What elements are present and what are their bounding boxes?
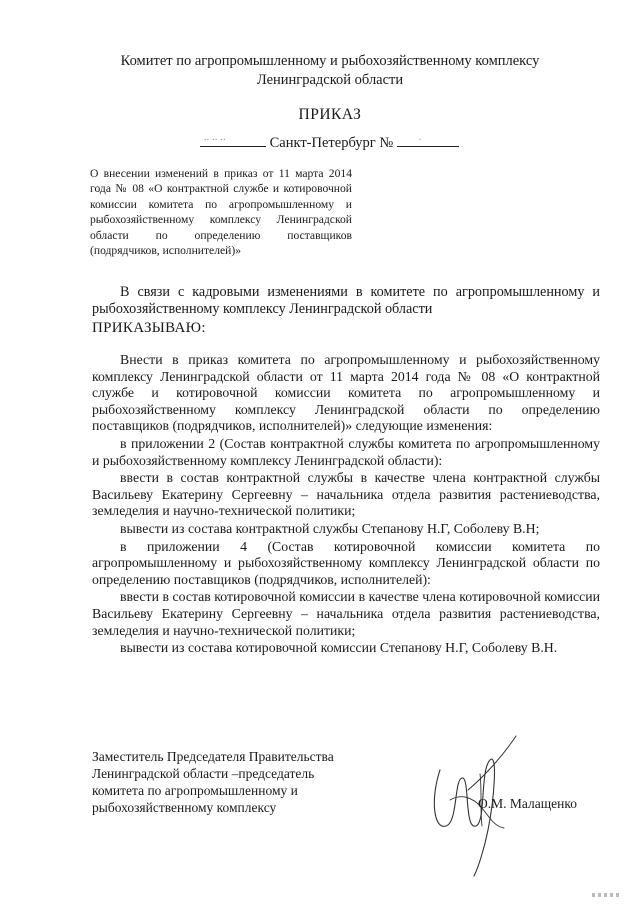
body-paragraph-5: в приложении 4 (Состав котировочной комиссии комитета по агропромышленному и рыбохозяйственному комплексу Ленинградской области по определению поставщиков (подрядчиков, исполнителей): (92, 538, 600, 587)
date-number-line (200, 131, 500, 152)
order-word: ПРИКАЗЫВАЮ: (92, 320, 206, 336)
body-paragraph-2: в приложении 2 (Состав контрактной службы комитета по агропромышленному и рыбохозяйственному комплексу Ленинградской области): (92, 435, 600, 468)
body-paragraph-3: ввести в состав контрактной службы в качестве члена контрактной службы Васильеву Екатерину Сергеевну – начальника отдела развития растениеводства, земледелия и научно-технической политики; (92, 470, 600, 519)
document-header (60, 52, 600, 90)
signatory-line-3: комитета по агропромышленному и (92, 783, 298, 798)
signatory-line-1: Заместитель Председателя Правительства (92, 749, 334, 764)
date-blank (200, 131, 266, 147)
header-line-1: Комитет по агропромышленному и рыбохозяйственному комплексу (120, 53, 540, 69)
body-paragraph-4: вывести из состава контрактной службы Степанову Н.Г, Соболеву В.Н; (120, 520, 540, 536)
document-body (92, 352, 600, 658)
scan-edge-mark (592, 893, 620, 897)
city-number-label: Санкт-Петербург № (269, 135, 394, 151)
document-title: ПРИКАЗ (298, 106, 362, 123)
number-blank (397, 131, 459, 147)
signatory-position (92, 748, 392, 816)
handwritten-date: .. .. .. (204, 131, 226, 143)
body-paragraph-1: Внести в приказ комитета по агропромышленному и рыбохозяйственному комплексу Ленинградской области от 11 марта 2014 года № 08 «О контрактной службе и котировочной комиссии комитета по агропромышленному и рыбохозяйственному комплексу Ленинградской области по определению поставщиков (подрядчиков, исполнителей)» следующие изменения: (92, 352, 600, 434)
intro-paragraph: В связи с кадровыми изменениями в комитете по агропромышленному и рыбохозяйственному комплексу Ленинградской области (92, 284, 600, 317)
signatory-line-4: рыбохозяйственному комплексу (92, 800, 277, 815)
header-line-2: Ленинградской области (256, 72, 404, 88)
body-paragraph-7: вывести из состава котировочной комиссии Степанову Н.Г, Соболеву В.Н. (120, 640, 558, 656)
signatory-line-2: Ленинградской области –председатель (92, 766, 315, 781)
document-subject: О внесении изменений в приказ от 11 марта 2014 года № 08 «О контрактной службе и котировочной комиссии комитета по агропромышленному и рыбохозяйственному комплексу Ленинградской области по определению поставщиков (подрядчиков, исполнителей)» (90, 167, 352, 258)
signatory-name: О.М. Малащенко (478, 796, 577, 811)
handwritten-number: . (418, 131, 422, 143)
body-paragraph-6: ввести в состав котировочной комиссии в качестве члена котировочной комиссии Васильеву Екатерину Сергеевну – начальника отдела развития растениеводства, земледелия и научно-технической политики; (92, 589, 600, 638)
